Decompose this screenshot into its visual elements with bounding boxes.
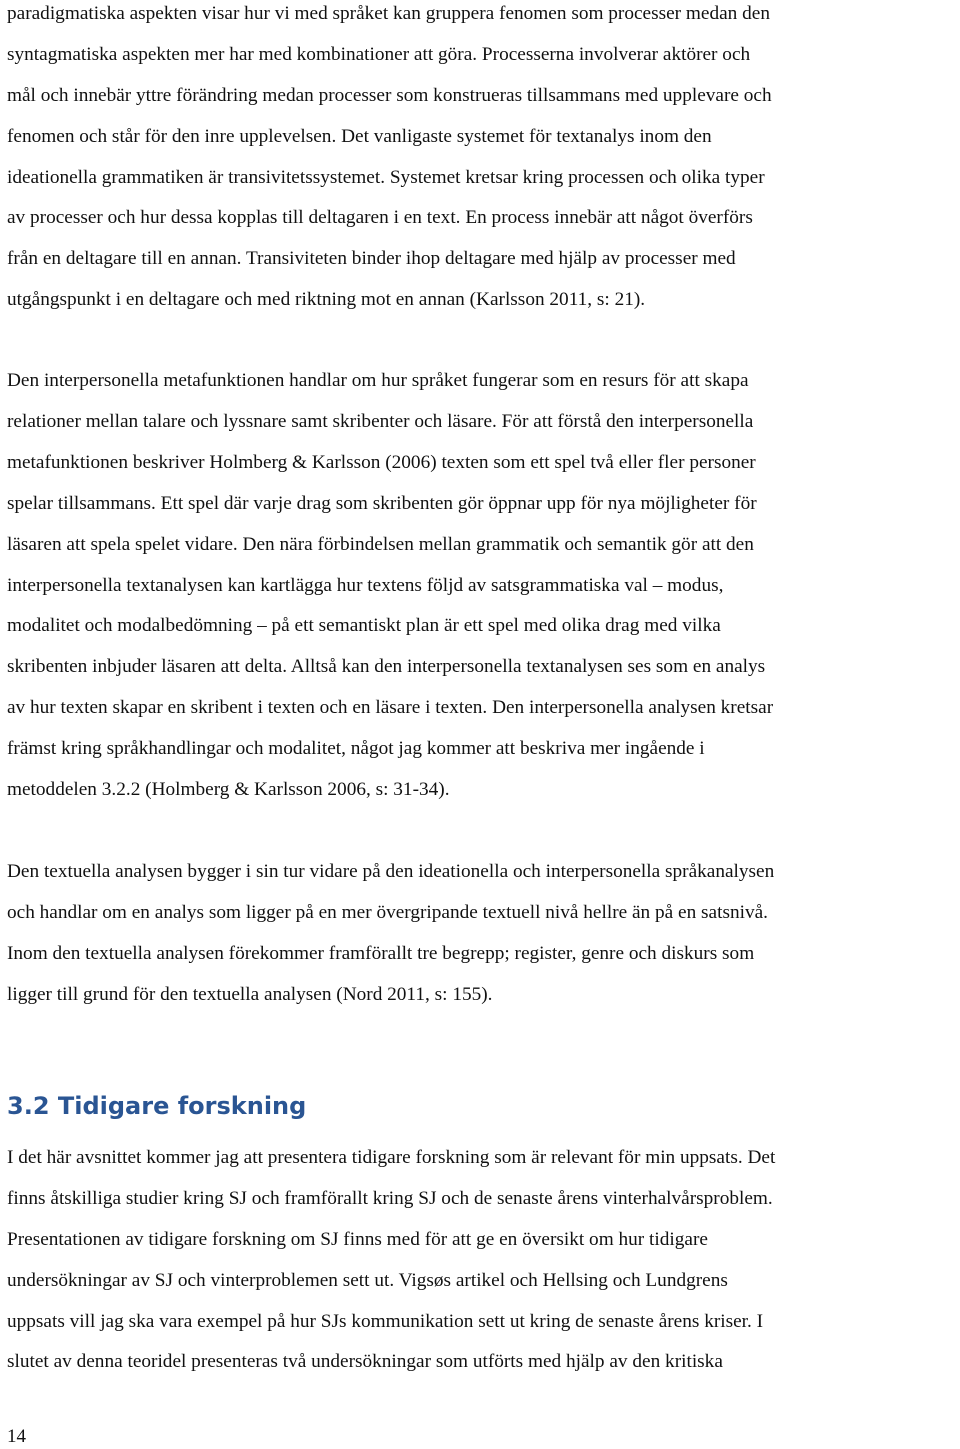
section-heading: 3.2 Tidigare forskning (7, 1092, 307, 1120)
text-line: finns åtskilliga studier kring SJ och framförallt kring SJ och de senaste årens vinterhalvårsproblem. (7, 1187, 773, 1209)
text-line: ideationella grammatiken är transivitetssystemet. Systemet kretsar kring processen och olika typer (7, 166, 765, 188)
text-line: interpersonella textanalysen kan kartlägga hur textens följd av satsgrammatiska val – modus, (7, 574, 724, 596)
text-line: spelar tillsammans. Ett spel där varje drag som skribenten gör öppnar upp för nya möjligheter för (7, 492, 757, 514)
text-line: paradigmatiska aspekten visar hur vi med språket kan gruppera fenomen som processer medan den (7, 3, 770, 24)
paragraph-interpersonal (7, 361, 953, 811)
text-line: läsaren att spela spelet vidare. Den nära förbindelsen mellan grammatik och semantik gör att den (7, 533, 754, 555)
text-line: av hur texten skapar en skribent i texten och en läsare i texten. Den interpersonella analysen kretsar (7, 697, 774, 719)
text-line: skribenten inbjuder läsaren att delta. Alltså kan den interpersonella textanalysen ses som en analys (7, 656, 766, 678)
text-line: undersökningar av SJ och vinterproblemen sett ut. Vigsøs artikel och Hellsing och Lundgrens (7, 1269, 728, 1291)
text-line: uppsats vill jag ska vara exempel på hur SJs kommunikation sett ut kring de senaste årens kriser. I (7, 1310, 764, 1332)
text-line: Inom den textuella analysen förekommer framförallt tre begrepp; register, genre och diskurs som (7, 942, 755, 964)
text-line: modalitet och modalbedömning – på ett semantiskt plan är ett spel med olika drag med vilka (7, 615, 721, 637)
text-line: slutet av denna teoridel presenteras två undersökningar som utförts med hjälp av den kritiska (7, 1351, 723, 1373)
text-line: mål och innebär yttre förändring medan processer som konstrueras tillsammans med upplevare och (7, 84, 772, 106)
text-line: fenomen och står för den inre upplevelsen. Det vanligaste systemet för textanalys inom den (7, 125, 712, 147)
text-line: I det här avsnittet kommer jag att presentera tidigare forskning som är relevant för min uppsats. Det (7, 1147, 776, 1168)
text-line: från en deltagare till en annan. Transiviteten binder ihop deltagare med hjälp av processer med (7, 248, 736, 270)
text-line: och handlar om en analys som ligger på en mer övergripande textuell nivå hellre än på en satsnivå. (7, 901, 768, 923)
text-line: metafunktionen beskriver Holmberg & Karlsson (2006) texten som ett spel två eller fler personer (7, 451, 756, 473)
page-number: 14 (7, 1426, 26, 1447)
text-line: utgångspunkt i en deltagare och med riktning mot en annan (Karlsson 2011, s: 21). (7, 289, 646, 311)
text-line: Presentationen av tidigare forskning om SJ finns med för att ge en översikt om hur tidigare (7, 1228, 708, 1250)
text-line: främst kring språkhandlingar och modalitet, något jag kommer att beskriva mer ingående i (7, 738, 705, 760)
text-line: Den textuella analysen bygger i sin tur vidare på den ideationella och interpersonella språkanalysen (7, 860, 775, 882)
text-line: syntagmatiska aspekten mer har med kombinationer att göra. Processerna involverar aktörer och (7, 43, 751, 65)
text-line: relationer mellan talare och lyssnare samt skribenter och läsare. För att förstå den interpersonella (7, 411, 754, 433)
paragraph-textual (7, 852, 953, 1016)
text-line: Den interpersonella metafunktionen handlar om hur språket fungerar som en resurs för att skapa (7, 370, 749, 392)
paragraph-ideational (7, 0, 953, 321)
paragraph-previous-research (7, 1138, 953, 1383)
text-line: metoddelen 3.2.2 (Holmberg & Karlsson 2006, s: 31-34). (7, 779, 450, 801)
text-line: av processer och hur dessa kopplas till deltagaren i en text. En process innebär att något överförs (7, 207, 753, 229)
text-line: ligger till grund för den textuella analysen (Nord 2011, s: 155). (7, 983, 493, 1005)
